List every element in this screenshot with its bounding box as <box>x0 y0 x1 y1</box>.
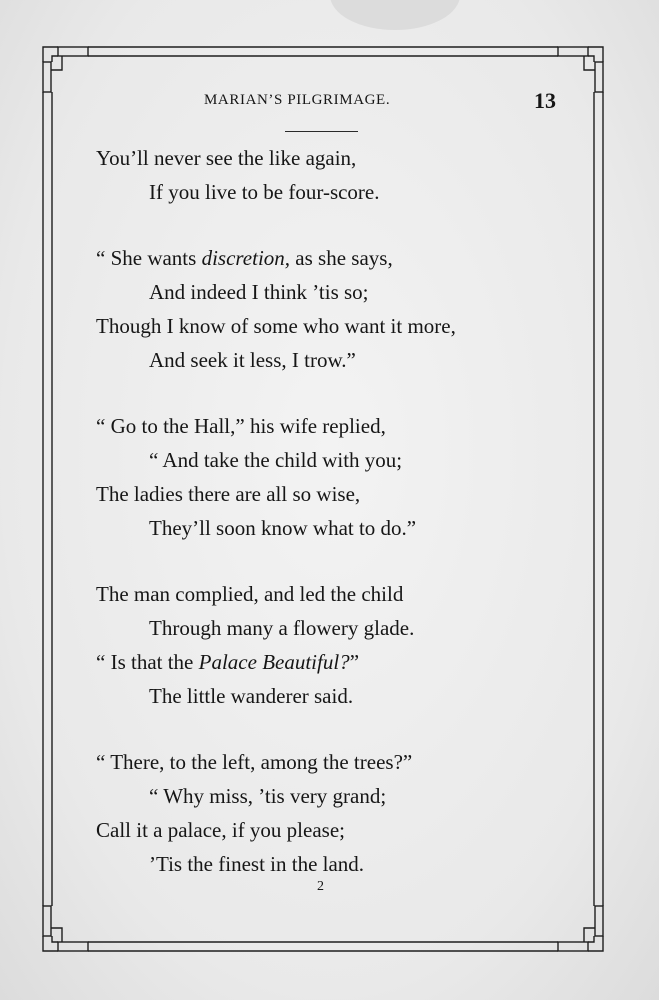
poem-line-text: as she says, <box>290 246 393 270</box>
poem-body <box>96 141 576 913</box>
poem-line <box>96 241 576 275</box>
poem-line: If you live to be four-score. <box>149 180 380 204</box>
poem-line: The little wanderer said. <box>149 684 354 708</box>
poem-line: “ And take the child with you; <box>149 448 403 472</box>
poem-line: “ There, to the left, among the trees?” <box>96 750 413 774</box>
corner-ornament-bottom-left <box>43 906 88 951</box>
header-rule <box>285 131 358 132</box>
poem-line: And indeed I think ’tis so; <box>149 280 369 304</box>
poem-line: Through many a flowery glade. <box>149 616 415 640</box>
running-title: MARIAN’S PILGRIMAGE. <box>204 92 391 108</box>
poem-line: “ Why miss, ’tis very grand; <box>149 784 387 808</box>
poem-line-text: ” <box>349 650 360 674</box>
stanza-2 <box>96 241 576 377</box>
page-number: 13 <box>534 88 556 113</box>
emphasized-phrase: Palace Beautiful? <box>198 650 350 674</box>
poem-line: ’Tis the finest in the land. <box>149 852 365 876</box>
stanza-3 <box>96 409 576 545</box>
poem-line-text: “ She wants <box>96 246 202 270</box>
stanza-5 <box>96 745 576 881</box>
poem-line: The man complied, and led the child <box>96 582 404 606</box>
stanza-1 <box>96 141 576 209</box>
poem-line: They’ll soon know what to do.” <box>149 516 417 540</box>
stanza-4 <box>96 577 576 713</box>
corner-ornament-top-right <box>558 47 603 92</box>
corner-ornament-top-left <box>43 47 88 92</box>
poem-line: Though I know of some who want it more, <box>96 314 456 338</box>
poem-line: The ladies there are all so wise, <box>96 482 361 506</box>
poem-line: You’ll never see the like again, <box>96 146 357 170</box>
poem-line <box>96 645 576 679</box>
signature-mark: 2 <box>317 879 324 894</box>
page-header <box>96 88 556 118</box>
poem-line: Call it a palace, if you please; <box>96 818 345 842</box>
poem-line: And seek it less, I trow.” <box>149 348 356 372</box>
emphasized-word: discretion, <box>201 246 291 270</box>
poem-line-text: “ Is that the <box>96 650 199 674</box>
poem-line: “ Go to the Hall,” his wife replied, <box>96 414 386 438</box>
